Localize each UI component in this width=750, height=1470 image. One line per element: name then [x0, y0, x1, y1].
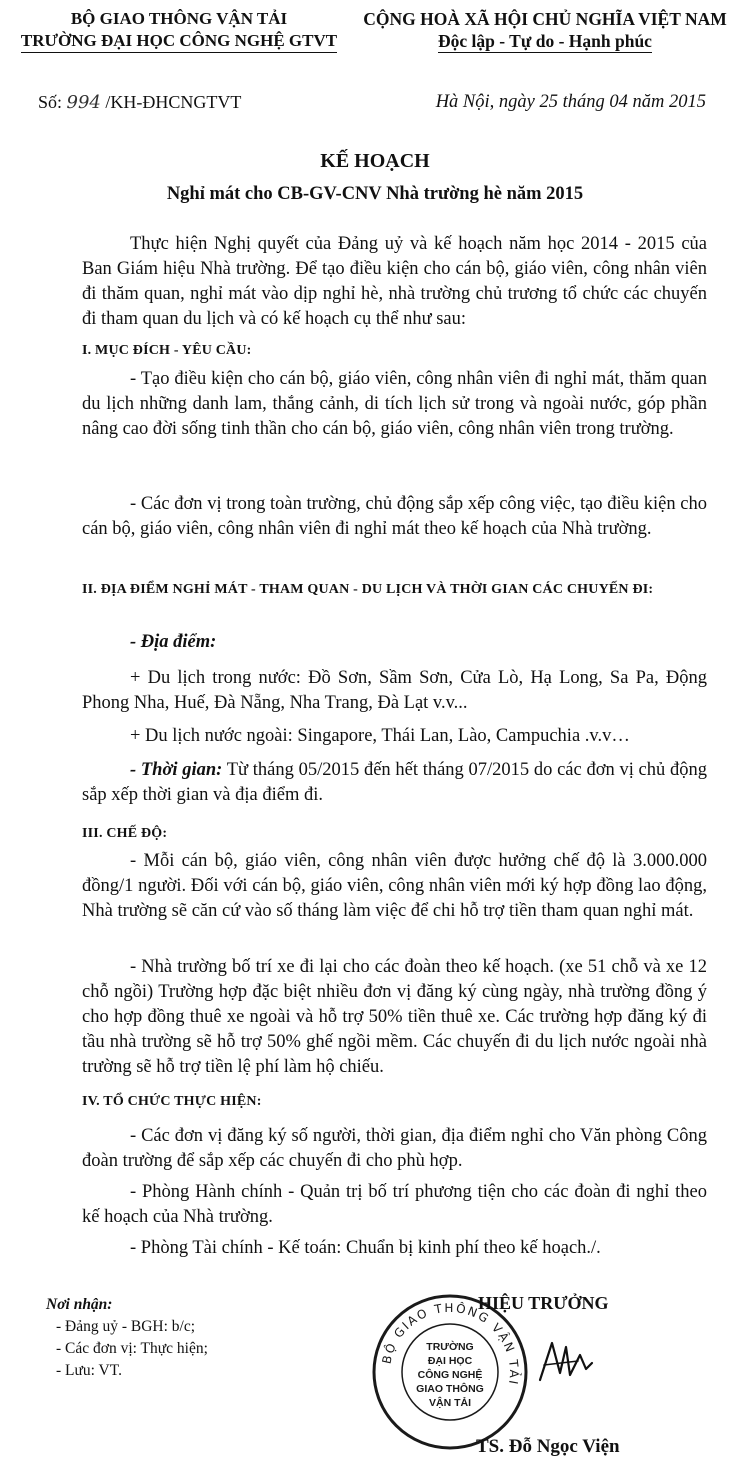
section-3-item: - Mỗi cán bộ, giáo viên, công nhân viên được hưởng chế độ là 3.000.000 đồng/1 người. Đối với cán bộ, giáo viên, công nhân viên mới ký hợp đồng lao động, Nhà trường sẽ căn cứ vào số tháng làm việc để chi hỗ trợ tiền tham quan nghỉ mát.: [82, 851, 707, 921]
national-header: [350, 8, 740, 53]
document-number: Số: 994 /KH-ĐHCNGTVT: [38, 92, 242, 113]
recipient-item: - Đảng uỷ - BGH: b/c;: [56, 1318, 196, 1335]
section-4-item: - Phòng Hành chính - Quản trị bố trí phương tiện cho các đoàn đi nghỉ theo kế hoạch của Nhà trường.: [82, 1182, 707, 1227]
domestic-destinations: + Du lịch trong nước: Đồ Sơn, Sầm Sơn, Cửa Lò, Hạ Long, Sa Pa, Động Phong Nha, Huế, Đà Nẵng, Nha Trang, Đà Lạt v.v...: [82, 668, 707, 713]
recipient-item: - Lưu: VT.: [56, 1362, 122, 1379]
handwritten-signature: [530, 1325, 600, 1395]
issuer-header: [14, 8, 344, 53]
stamp-line: GIAO THÔNG: [416, 1383, 484, 1395]
section-4-heading: IV. TỔ CHỨC THỰC HIỆN:: [82, 1094, 262, 1109]
recipients-label: Nơi nhận:: [46, 1296, 113, 1313]
national-motto: Độc lập - Tự do - Hạnh phúc: [438, 31, 652, 51]
section-3-item: - Nhà trường bố trí xe đi lại cho các đoàn theo kế hoạch. (xe 51 chỗ và xe 12 chỗ ngồi) Trường hợp đặc biệt nhiều đơn vị đăng ký cùng ngày, nhà trường đồng ý cho hợp đồng thuê xe ngoài và hỗ trợ 50% tiền thuê xe. Các trường hợp đăng ký đi tầu nhà trường sẽ hỗ trợ 50% ghế ngồi mềm. Các chuyến đi du lịch nước ngoài nhà trường sẽ hỗ trợ tiền lệ phí làm hộ chiếu.: [82, 957, 707, 1077]
section-1-item: - Các đơn vị trong toàn trường, chủ động sắp xếp công việc, tạo điều kiện cho cán bộ, giáo viên, công nhân viên đi nghỉ mát theo kế hoạch của Nhà trường.: [82, 494, 707, 539]
place-label: - Địa điểm:: [130, 632, 217, 652]
official-stamp: [370, 1292, 530, 1452]
stamp-line: CÔNG NGHỆ: [417, 1369, 483, 1381]
section-1-item: - Tạo điều kiện cho cán bộ, giáo viên, công nhân viên đi nghỉ mát, thăm quan du lịch những danh lam, thắng cảnh, di tích lịch sử trong và ngoài nước, góp phần nâng cao đời sống tinh thần cho cán bộ, giáo viên, công nhân viên trong trường.: [82, 369, 707, 439]
document-date: Hà Nội, ngày 25 tháng 04 năm 2015: [435, 92, 706, 112]
svg-text:BỘ GIAO THÔNG VẬN TẢI: BỘ GIAO THÔNG VẬN TẢI: [379, 1300, 522, 1388]
school-name: TRƯỜNG ĐẠI HỌC CÔNG NGHỆ GTVT: [14, 30, 344, 53]
ministry-name: BỘ GIAO THÔNG VẬN TẢI: [70, 9, 288, 28]
intro-paragraph: Thực hiện Nghị quyết của Đảng uỷ và kế hoạch năm học 2014 - 2015 của Ban Giám hiệu Nhà trường. Để tạo điều kiện cho cán bộ, giáo viên, công nhân viên đi thăm quan, nghỉ mát vào dịp nghỉ hè, nhà trường chủ trương tổ chức các chuyến đi tham quan du lịch và có kế hoạch cụ thể như sau:: [82, 234, 707, 329]
section-4-item: - Phòng Tài chính - Kế toán: Chuẩn bị kinh phí theo kế hoạch./.: [130, 1238, 601, 1258]
stamp-line: TRƯỜNG: [426, 1341, 474, 1353]
section-4-item: - Các đơn vị đăng ký số người, thời gian, địa điểm nghỉ cho Văn phòng Công đoàn trường để sắp xếp các chuyến đi cho phù hợp.: [82, 1126, 707, 1171]
handwritten-number: 994: [66, 92, 101, 113]
foreign-destinations: + Du lịch nước ngoài: Singapore, Thái Lan, Lào, Campuchia .v.v…: [130, 726, 630, 746]
section-3-heading: III. CHẾ ĐỘ:: [82, 826, 168, 841]
section-2-heading: II. ĐỊA ĐIỂM NGHỈ MÁT - THAM QUAN - DU LỊCH VÀ THỜI GIAN CÁC CHUYẾN ĐI:: [82, 582, 654, 597]
recipient-item: - Các đơn vị: Thực hiện;: [56, 1340, 208, 1357]
document-subtitle: Nghỉ mát cho CB-GV-CNV Nhà trường hè năm 2015: [166, 184, 584, 204]
nation-name: CỘNG HOÀ XÃ HỘI CHỦ NGHĨA VIỆT NAM: [363, 9, 727, 29]
document-title: KẾ HOẠCH: [320, 150, 430, 172]
section-1-heading: I. MỤC ĐÍCH - YÊU CẦU:: [82, 343, 252, 358]
signer-title: HIỆU TRƯỞNG: [478, 1293, 609, 1313]
stamp-line: ĐẠI HỌC: [427, 1355, 473, 1367]
recipients-block: [46, 1294, 208, 1382]
travel-time: - Thời gian: Từ tháng 05/2015 đến hết tháng 07/2015 do các đơn vị chủ động sắp xếp thời gian và địa điểm đi.: [82, 760, 707, 805]
signer-name: TS. Đỗ Ngọc Viện: [476, 1436, 620, 1457]
stamp-line: VẬN TẢI: [429, 1397, 471, 1409]
